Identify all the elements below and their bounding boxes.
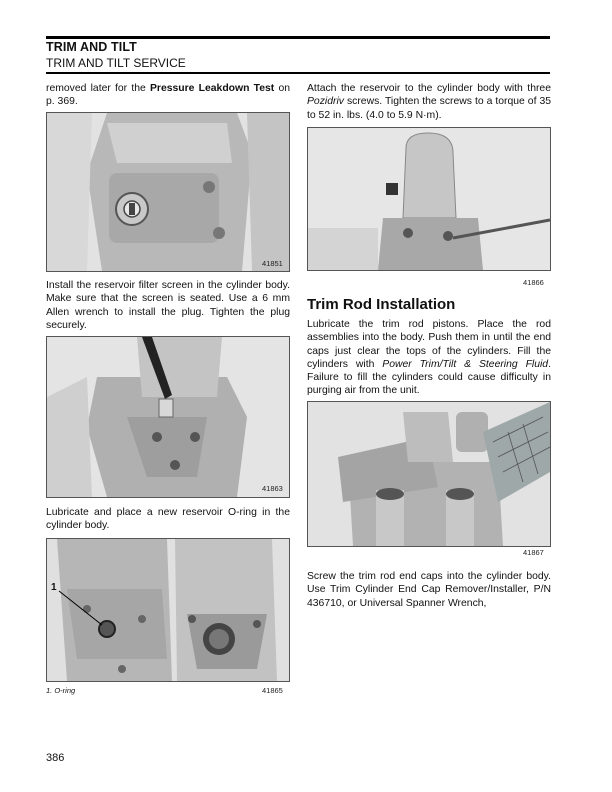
figure-id: 41851 [262,259,283,268]
left-paragraph-2: Install the reservoir filter screen in the cylinder body. Make sure that the screen is seated. Use a 6 mm Allen wrench to install the plug. Tighten the plug securely. [46,280,290,331]
figure-reservoir-body [46,112,290,272]
figure-reservoir-attached [307,127,551,271]
figure-trim-rods [307,401,551,547]
right-paragraph-3: Screw the trim rod end caps into the cylinder body. Use Trim Cylinder End Cap Remover/Installer, P/N 436710, or Universal Spanner Wrench, [307,571,551,609]
figure-id: 41863 [262,484,283,493]
page-number: 386 [46,752,65,764]
callout-number: 1 [51,582,57,593]
header-rule-top [46,36,550,39]
left-paragraph-3: Lubricate and place a new reservoir O-ring in the cylinder body. [46,507,290,532]
section-title: Trim Rod Installation [307,296,456,313]
figure-id: 41867 [523,548,544,557]
left-paragraph-1: removed later for the Pressure Leakdown Test on p. 369. [46,83,290,108]
figure-id: 41865 [262,686,283,695]
header-subtitle: TRIM AND TILT SERVICE [46,56,186,70]
header-rule-bottom [46,72,550,74]
right-paragraph-1: Attach the reservoir to the cylinder body with three Pozidriv screws. Tighten the screws to a torque of 35 to 52 in. lbs. (4.0 to 5.9 N·m). [307,83,551,121]
figure-id: 41866 [523,278,544,287]
right-paragraph-2: Lubricate the trim rod pistons. Place the rod assemblies into the body. Push them in until the end caps just clear the tops of the cylinders. Fill the cylinders with Power Trim/Tilt & Steering Fluid. Failure to fill the cylinders could cause difficulty in purging air from the unit. [307,319,551,397]
figure-filter-screen [46,336,290,498]
figure-caption: 1. O-ring [46,686,76,695]
figure-o-ring [46,538,290,682]
header-title: TRIM AND TILT [46,40,137,54]
